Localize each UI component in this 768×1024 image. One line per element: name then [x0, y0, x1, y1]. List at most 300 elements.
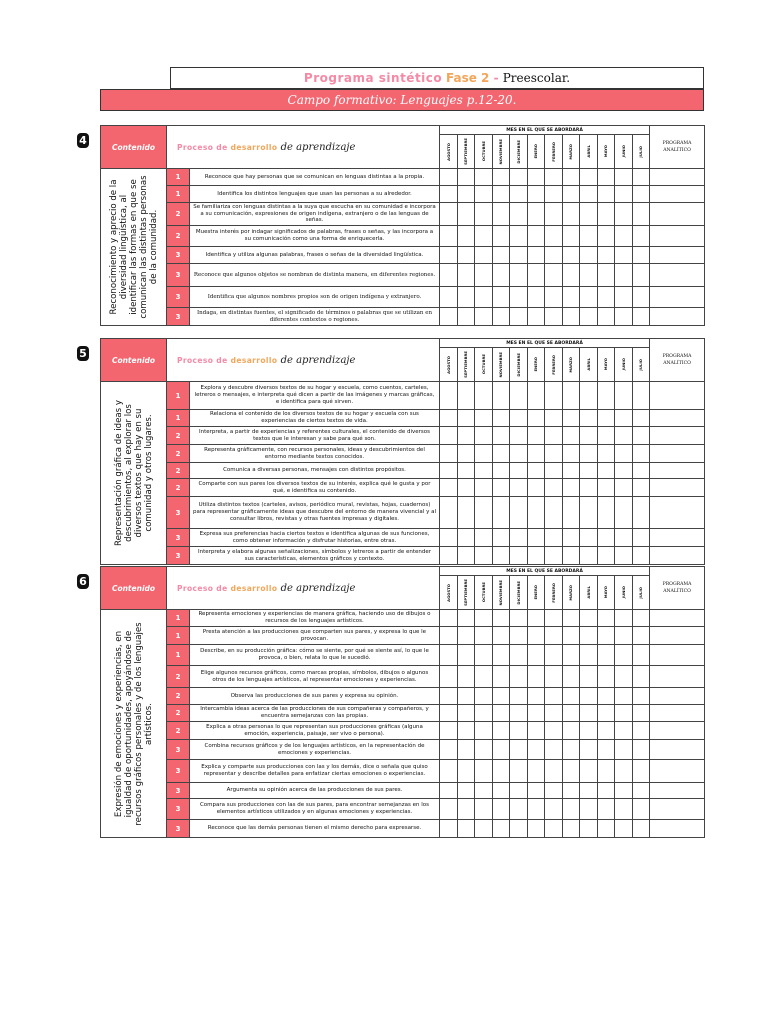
month-check-cell[interactable] — [597, 627, 615, 645]
programa-analitico-cell[interactable] — [650, 410, 705, 427]
month-check-cell[interactable] — [545, 226, 563, 247]
month-check-cell[interactable] — [615, 783, 633, 799]
month-check-cell[interactable] — [580, 783, 598, 799]
programa-analitico-cell[interactable] — [650, 820, 705, 838]
month-check-cell[interactable] — [510, 722, 528, 740]
month-check-cell[interactable] — [527, 610, 545, 627]
month-check-cell[interactable] — [562, 627, 580, 645]
month-check-cell[interactable] — [615, 445, 633, 463]
month-check-cell[interactable] — [545, 783, 563, 799]
month-check-cell[interactable] — [440, 529, 458, 547]
month-check-cell[interactable] — [440, 627, 458, 645]
month-check-cell[interactable] — [597, 445, 615, 463]
month-check-cell[interactable] — [580, 529, 598, 547]
month-check-cell[interactable] — [475, 382, 493, 410]
programa-analitico-cell[interactable] — [650, 186, 705, 203]
month-check-cell[interactable] — [492, 705, 510, 722]
month-check-cell[interactable] — [527, 226, 545, 247]
month-check-cell[interactable] — [510, 479, 528, 497]
month-check-cell[interactable] — [580, 688, 598, 705]
month-check-cell[interactable] — [457, 529, 475, 547]
month-check-cell[interactable] — [492, 264, 510, 287]
month-check-cell[interactable] — [632, 264, 650, 287]
month-check-cell[interactable] — [562, 820, 580, 838]
month-check-cell[interactable] — [545, 410, 563, 427]
month-check-cell[interactable] — [632, 479, 650, 497]
month-check-cell[interactable] — [632, 740, 650, 760]
month-check-cell[interactable] — [475, 479, 493, 497]
month-check-cell[interactable] — [440, 427, 458, 445]
month-check-cell[interactable] — [527, 760, 545, 783]
month-check-cell[interactable] — [440, 186, 458, 203]
month-check-cell[interactable] — [475, 247, 493, 264]
month-check-cell[interactable] — [562, 529, 580, 547]
month-check-cell[interactable] — [615, 308, 633, 326]
month-check-cell[interactable] — [580, 308, 598, 326]
month-check-cell[interactable] — [632, 410, 650, 427]
month-check-cell[interactable] — [492, 547, 510, 565]
month-check-cell[interactable] — [562, 610, 580, 627]
month-check-cell[interactable] — [615, 382, 633, 410]
month-check-cell[interactable] — [545, 445, 563, 463]
month-check-cell[interactable] — [580, 169, 598, 186]
month-check-cell[interactable] — [632, 799, 650, 820]
month-check-cell[interactable] — [580, 445, 598, 463]
month-check-cell[interactable] — [510, 169, 528, 186]
month-check-cell[interactable] — [510, 627, 528, 645]
month-check-cell[interactable] — [440, 783, 458, 799]
month-check-cell[interactable] — [545, 799, 563, 820]
month-check-cell[interactable] — [562, 547, 580, 565]
month-check-cell[interactable] — [580, 410, 598, 427]
month-check-cell[interactable] — [527, 722, 545, 740]
month-check-cell[interactable] — [597, 497, 615, 529]
month-check-cell[interactable] — [510, 427, 528, 445]
month-check-cell[interactable] — [492, 226, 510, 247]
month-check-cell[interactable] — [545, 247, 563, 264]
month-check-cell[interactable] — [597, 547, 615, 565]
month-check-cell[interactable] — [562, 427, 580, 445]
month-check-cell[interactable] — [475, 705, 493, 722]
month-check-cell[interactable] — [597, 688, 615, 705]
programa-analitico-cell[interactable] — [650, 740, 705, 760]
month-check-cell[interactable] — [632, 627, 650, 645]
month-check-cell[interactable] — [632, 688, 650, 705]
month-check-cell[interactable] — [492, 169, 510, 186]
month-check-cell[interactable] — [632, 722, 650, 740]
month-check-cell[interactable] — [597, 645, 615, 666]
month-check-cell[interactable] — [545, 169, 563, 186]
month-check-cell[interactable] — [510, 445, 528, 463]
programa-analitico-cell[interactable] — [650, 382, 705, 410]
month-check-cell[interactable] — [510, 783, 528, 799]
month-check-cell[interactable] — [545, 529, 563, 547]
month-check-cell[interactable] — [545, 740, 563, 760]
month-check-cell[interactable] — [492, 760, 510, 783]
programa-analitico-cell[interactable] — [650, 264, 705, 287]
month-check-cell[interactable] — [580, 497, 598, 529]
month-check-cell[interactable] — [527, 382, 545, 410]
month-check-cell[interactable] — [580, 463, 598, 479]
month-check-cell[interactable] — [615, 186, 633, 203]
month-check-cell[interactable] — [527, 783, 545, 799]
programa-analitico-cell[interactable] — [650, 799, 705, 820]
month-check-cell[interactable] — [475, 645, 493, 666]
month-check-cell[interactable] — [527, 705, 545, 722]
month-check-cell[interactable] — [527, 463, 545, 479]
month-check-cell[interactable] — [440, 497, 458, 529]
month-check-cell[interactable] — [597, 799, 615, 820]
programa-analitico-cell[interactable] — [650, 547, 705, 565]
month-check-cell[interactable] — [562, 645, 580, 666]
month-check-cell[interactable] — [580, 666, 598, 688]
month-check-cell[interactable] — [492, 382, 510, 410]
month-check-cell[interactable] — [527, 445, 545, 463]
programa-analitico-cell[interactable] — [650, 783, 705, 799]
month-check-cell[interactable] — [492, 247, 510, 264]
month-check-cell[interactable] — [475, 666, 493, 688]
month-check-cell[interactable] — [562, 497, 580, 529]
month-check-cell[interactable] — [580, 645, 598, 666]
month-check-cell[interactable] — [510, 688, 528, 705]
month-check-cell[interactable] — [632, 497, 650, 529]
month-check-cell[interactable] — [475, 463, 493, 479]
month-check-cell[interactable] — [632, 427, 650, 445]
month-check-cell[interactable] — [440, 226, 458, 247]
month-check-cell[interactable] — [527, 645, 545, 666]
month-check-cell[interactable] — [545, 186, 563, 203]
month-check-cell[interactable] — [597, 382, 615, 410]
month-check-cell[interactable] — [457, 760, 475, 783]
programa-analitico-cell[interactable] — [650, 308, 705, 326]
month-check-cell[interactable] — [632, 645, 650, 666]
month-check-cell[interactable] — [562, 479, 580, 497]
month-check-cell[interactable] — [457, 169, 475, 186]
programa-analitico-cell[interactable] — [650, 666, 705, 688]
month-check-cell[interactable] — [492, 203, 510, 226]
month-check-cell[interactable] — [562, 203, 580, 226]
month-check-cell[interactable] — [562, 783, 580, 799]
month-check-cell[interactable] — [457, 186, 475, 203]
month-check-cell[interactable] — [475, 688, 493, 705]
programa-analitico-cell[interactable] — [650, 226, 705, 247]
month-check-cell[interactable] — [632, 463, 650, 479]
month-check-cell[interactable] — [457, 547, 475, 565]
month-check-cell[interactable] — [510, 799, 528, 820]
month-check-cell[interactable] — [492, 820, 510, 838]
month-check-cell[interactable] — [440, 799, 458, 820]
month-check-cell[interactable] — [632, 705, 650, 722]
month-check-cell[interactable] — [475, 287, 493, 308]
month-check-cell[interactable] — [562, 410, 580, 427]
month-check-cell[interactable] — [580, 760, 598, 783]
month-check-cell[interactable] — [562, 722, 580, 740]
programa-analitico-cell[interactable] — [650, 169, 705, 186]
month-check-cell[interactable] — [562, 287, 580, 308]
month-check-cell[interactable] — [545, 722, 563, 740]
month-check-cell[interactable] — [615, 497, 633, 529]
month-check-cell[interactable] — [597, 463, 615, 479]
month-check-cell[interactable] — [545, 264, 563, 287]
month-check-cell[interactable] — [510, 820, 528, 838]
month-check-cell[interactable] — [492, 688, 510, 705]
month-check-cell[interactable] — [562, 445, 580, 463]
month-check-cell[interactable] — [545, 427, 563, 445]
month-check-cell[interactable] — [510, 760, 528, 783]
month-check-cell[interactable] — [562, 169, 580, 186]
month-check-cell[interactable] — [457, 705, 475, 722]
month-check-cell[interactable] — [615, 799, 633, 820]
month-check-cell[interactable] — [510, 547, 528, 565]
month-check-cell[interactable] — [527, 247, 545, 264]
month-check-cell[interactable] — [562, 666, 580, 688]
month-check-cell[interactable] — [527, 169, 545, 186]
month-check-cell[interactable] — [475, 226, 493, 247]
month-check-cell[interactable] — [492, 740, 510, 760]
month-check-cell[interactable] — [632, 226, 650, 247]
month-check-cell[interactable] — [597, 820, 615, 838]
month-check-cell[interactable] — [475, 445, 493, 463]
month-check-cell[interactable] — [527, 410, 545, 427]
month-check-cell[interactable] — [597, 479, 615, 497]
month-check-cell[interactable] — [580, 247, 598, 264]
month-check-cell[interactable] — [632, 760, 650, 783]
month-check-cell[interactable] — [492, 645, 510, 666]
month-check-cell[interactable] — [615, 169, 633, 186]
month-check-cell[interactable] — [457, 783, 475, 799]
month-check-cell[interactable] — [615, 226, 633, 247]
month-check-cell[interactable] — [440, 610, 458, 627]
month-check-cell[interactable] — [440, 445, 458, 463]
programa-analitico-cell[interactable] — [650, 705, 705, 722]
month-check-cell[interactable] — [580, 547, 598, 565]
month-check-cell[interactable] — [580, 287, 598, 308]
month-check-cell[interactable] — [545, 547, 563, 565]
month-check-cell[interactable] — [492, 308, 510, 326]
month-check-cell[interactable] — [440, 382, 458, 410]
month-check-cell[interactable] — [545, 627, 563, 645]
month-check-cell[interactable] — [440, 479, 458, 497]
month-check-cell[interactable] — [527, 627, 545, 645]
month-check-cell[interactable] — [580, 186, 598, 203]
month-check-cell[interactable] — [492, 410, 510, 427]
month-check-cell[interactable] — [562, 740, 580, 760]
month-check-cell[interactable] — [615, 463, 633, 479]
month-check-cell[interactable] — [492, 287, 510, 308]
month-check-cell[interactable] — [580, 610, 598, 627]
month-check-cell[interactable] — [615, 547, 633, 565]
programa-analitico-cell[interactable] — [650, 627, 705, 645]
month-check-cell[interactable] — [457, 427, 475, 445]
month-check-cell[interactable] — [597, 610, 615, 627]
month-check-cell[interactable] — [632, 247, 650, 264]
month-check-cell[interactable] — [632, 529, 650, 547]
month-check-cell[interactable] — [475, 740, 493, 760]
month-check-cell[interactable] — [615, 427, 633, 445]
month-check-cell[interactable] — [615, 627, 633, 645]
month-check-cell[interactable] — [562, 688, 580, 705]
month-check-cell[interactable] — [597, 529, 615, 547]
month-check-cell[interactable] — [597, 410, 615, 427]
month-check-cell[interactable] — [510, 226, 528, 247]
month-check-cell[interactable] — [440, 203, 458, 226]
month-check-cell[interactable] — [475, 264, 493, 287]
programa-analitico-cell[interactable] — [650, 287, 705, 308]
month-check-cell[interactable] — [545, 308, 563, 326]
month-check-cell[interactable] — [492, 463, 510, 479]
month-check-cell[interactable] — [597, 169, 615, 186]
programa-analitico-cell[interactable] — [650, 427, 705, 445]
month-check-cell[interactable] — [597, 308, 615, 326]
month-check-cell[interactable] — [492, 799, 510, 820]
month-check-cell[interactable] — [632, 203, 650, 226]
month-check-cell[interactable] — [475, 308, 493, 326]
month-check-cell[interactable] — [580, 203, 598, 226]
month-check-cell[interactable] — [615, 247, 633, 264]
programa-analitico-cell[interactable] — [650, 479, 705, 497]
month-check-cell[interactable] — [527, 666, 545, 688]
month-check-cell[interactable] — [510, 645, 528, 666]
month-check-cell[interactable] — [580, 705, 598, 722]
month-check-cell[interactable] — [510, 410, 528, 427]
month-check-cell[interactable] — [440, 740, 458, 760]
month-check-cell[interactable] — [457, 247, 475, 264]
month-check-cell[interactable] — [457, 308, 475, 326]
month-check-cell[interactable] — [580, 722, 598, 740]
month-check-cell[interactable] — [632, 610, 650, 627]
month-check-cell[interactable] — [527, 203, 545, 226]
month-check-cell[interactable] — [492, 186, 510, 203]
month-check-cell[interactable] — [475, 627, 493, 645]
month-check-cell[interactable] — [632, 308, 650, 326]
month-check-cell[interactable] — [615, 287, 633, 308]
month-check-cell[interactable] — [510, 264, 528, 287]
month-check-cell[interactable] — [510, 247, 528, 264]
month-check-cell[interactable] — [457, 627, 475, 645]
month-check-cell[interactable] — [440, 688, 458, 705]
month-check-cell[interactable] — [527, 264, 545, 287]
month-check-cell[interactable] — [457, 226, 475, 247]
month-check-cell[interactable] — [527, 799, 545, 820]
programa-analitico-cell[interactable] — [650, 760, 705, 783]
programa-analitico-cell[interactable] — [650, 203, 705, 226]
month-check-cell[interactable] — [457, 666, 475, 688]
month-check-cell[interactable] — [475, 799, 493, 820]
programa-analitico-cell[interactable] — [650, 529, 705, 547]
programa-analitico-cell[interactable] — [650, 445, 705, 463]
month-check-cell[interactable] — [562, 760, 580, 783]
programa-analitico-cell[interactable] — [650, 497, 705, 529]
month-check-cell[interactable] — [440, 463, 458, 479]
month-check-cell[interactable] — [597, 666, 615, 688]
month-check-cell[interactable] — [440, 308, 458, 326]
month-check-cell[interactable] — [615, 410, 633, 427]
month-check-cell[interactable] — [562, 247, 580, 264]
month-check-cell[interactable] — [562, 705, 580, 722]
month-check-cell[interactable] — [440, 410, 458, 427]
month-check-cell[interactable] — [475, 529, 493, 547]
month-check-cell[interactable] — [615, 705, 633, 722]
month-check-cell[interactable] — [440, 287, 458, 308]
month-check-cell[interactable] — [545, 666, 563, 688]
month-check-cell[interactable] — [597, 705, 615, 722]
month-check-cell[interactable] — [457, 799, 475, 820]
month-check-cell[interactable] — [527, 740, 545, 760]
month-check-cell[interactable] — [492, 722, 510, 740]
month-check-cell[interactable] — [510, 666, 528, 688]
month-check-cell[interactable] — [545, 820, 563, 838]
month-check-cell[interactable] — [475, 547, 493, 565]
month-check-cell[interactable] — [527, 497, 545, 529]
month-check-cell[interactable] — [562, 264, 580, 287]
month-check-cell[interactable] — [457, 287, 475, 308]
month-check-cell[interactable] — [510, 705, 528, 722]
month-check-cell[interactable] — [545, 760, 563, 783]
month-check-cell[interactable] — [527, 479, 545, 497]
month-check-cell[interactable] — [457, 722, 475, 740]
month-check-cell[interactable] — [510, 497, 528, 529]
month-check-cell[interactable] — [597, 722, 615, 740]
month-check-cell[interactable] — [492, 479, 510, 497]
month-check-cell[interactable] — [457, 463, 475, 479]
month-check-cell[interactable] — [545, 497, 563, 529]
month-check-cell[interactable] — [457, 445, 475, 463]
month-check-cell[interactable] — [440, 645, 458, 666]
month-check-cell[interactable] — [615, 820, 633, 838]
month-check-cell[interactable] — [440, 705, 458, 722]
month-check-cell[interactable] — [632, 547, 650, 565]
month-check-cell[interactable] — [492, 529, 510, 547]
month-check-cell[interactable] — [457, 740, 475, 760]
month-check-cell[interactable] — [615, 203, 633, 226]
month-check-cell[interactable] — [475, 722, 493, 740]
month-check-cell[interactable] — [457, 645, 475, 666]
month-check-cell[interactable] — [475, 186, 493, 203]
month-check-cell[interactable] — [510, 382, 528, 410]
month-check-cell[interactable] — [562, 226, 580, 247]
month-check-cell[interactable] — [615, 479, 633, 497]
month-check-cell[interactable] — [457, 382, 475, 410]
month-check-cell[interactable] — [597, 740, 615, 760]
month-check-cell[interactable] — [475, 410, 493, 427]
month-check-cell[interactable] — [615, 645, 633, 666]
month-check-cell[interactable] — [632, 169, 650, 186]
month-check-cell[interactable] — [440, 666, 458, 688]
month-check-cell[interactable] — [527, 688, 545, 705]
month-check-cell[interactable] — [580, 226, 598, 247]
month-check-cell[interactable] — [457, 497, 475, 529]
month-check-cell[interactable] — [510, 529, 528, 547]
month-check-cell[interactable] — [527, 287, 545, 308]
programa-analitico-cell[interactable] — [650, 463, 705, 479]
month-check-cell[interactable] — [440, 722, 458, 740]
month-check-cell[interactable] — [597, 186, 615, 203]
month-check-cell[interactable] — [545, 287, 563, 308]
month-check-cell[interactable] — [545, 382, 563, 410]
month-check-cell[interactable] — [615, 610, 633, 627]
month-check-cell[interactable] — [457, 820, 475, 838]
month-check-cell[interactable] — [457, 203, 475, 226]
month-check-cell[interactable] — [632, 820, 650, 838]
month-check-cell[interactable] — [492, 445, 510, 463]
month-check-cell[interactable] — [597, 264, 615, 287]
month-check-cell[interactable] — [632, 186, 650, 203]
month-check-cell[interactable] — [492, 427, 510, 445]
month-check-cell[interactable] — [527, 529, 545, 547]
month-check-cell[interactable] — [475, 783, 493, 799]
month-check-cell[interactable] — [440, 820, 458, 838]
month-check-cell[interactable] — [562, 382, 580, 410]
